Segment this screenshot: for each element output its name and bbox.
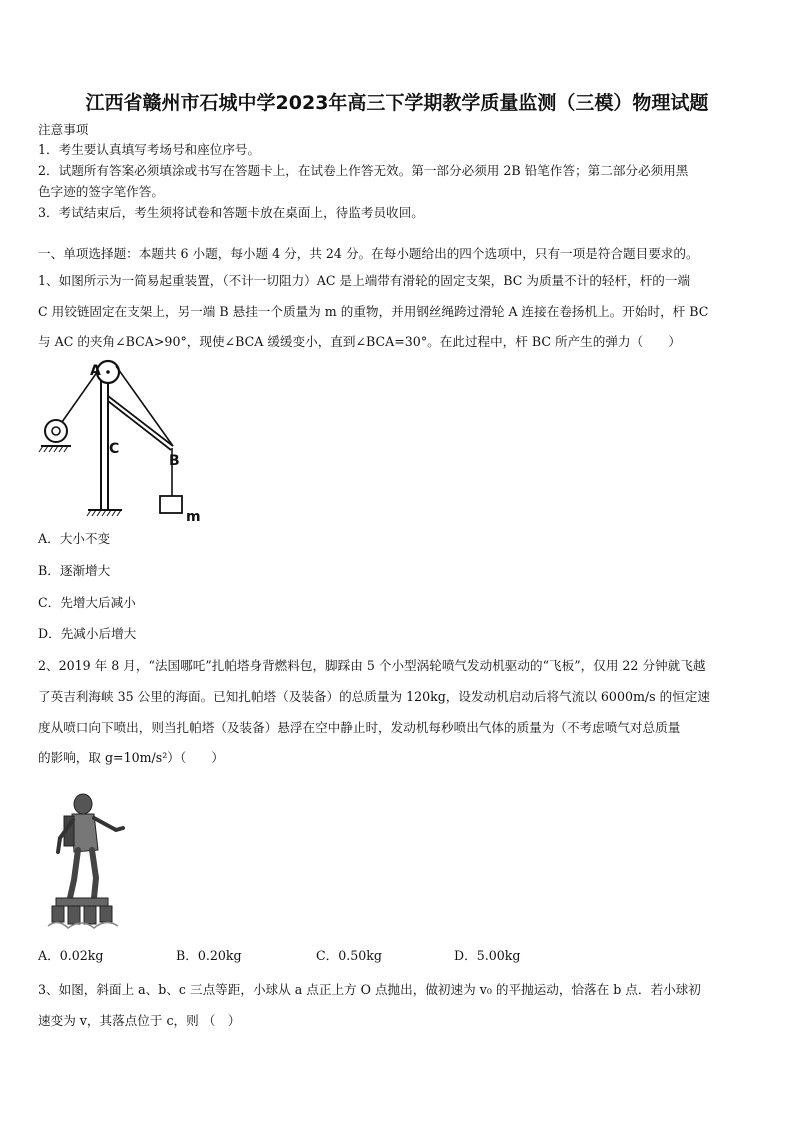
question-1-option-d: D．先减小后增大 [38,626,137,641]
page-title: 江西省赣州市石城中学2023年高三下学期教学质量监测（三模）物理试题 [85,92,709,114]
question-2-line-2: 了英吉利海峡 35 公里的海面。已知扎帕塔（及装备）的总质量为 120kg，设发动机启动后将气流以 6000m/s 的恒定速 [38,689,711,704]
label-a: A [90,363,101,379]
question-1-line-1: 1、如图所示为一简易起重装置，（不计一切阻力）AC 是上端带有滑轮的固定支架，BC 为质量不计的轻杆，杆的一端 [38,273,691,288]
notice-item-2: 2．试题所有答案必须填涂或书写在答题卡上，在试卷上作答无效。第一部分必须用 2B 铅笔作答；第二部分必须用黑 [38,163,689,178]
question-2-line-3: 度从喷口向下喷出，则当扎帕塔（及装备）悬浮在空中静止时，发动机每秒喷出气体的质量为（不考虑喷气对总质量 [38,720,681,735]
question-2-line-1: 2、2019 年 8 月，“法国哪吒”扎帕塔身背燃料包，脚踩由 5 个小型涡轮喷气发动机驱动的“飞板”，仅用 22 分钟就飞越 [38,658,706,673]
question-3-line-2: 速变为 v，其落点位于 c，则 （ ） [38,1013,241,1028]
pulley-center [106,370,110,374]
notice-item-2-cont: 色字迹的签字笔作答。 [38,184,164,199]
question-2-line-4: 的影响，取 g=10m/s²）（ ） [38,750,224,765]
label-m: m [186,509,201,525]
winch-inner-circle [52,427,60,435]
question-1-option-a: A．大小不变 [38,531,111,546]
mass-block [160,496,182,513]
question-1-option-b: B．逐渐增大 [38,563,111,578]
notice-item-3: 3．考试结束后，考生须将试卷和答题卡放在桌面上，待监考员收回。 [38,205,424,220]
label-c: C [109,441,120,457]
notice-heading: 注意事项 [38,122,89,137]
question-1-option-c: C．先增大后减小 [38,595,136,610]
label-b: B [169,453,180,469]
question-1-line-2: C 用铰链固定在支架上，另一端 B 悬挂一个质量为 m 的重物，并用钢丝绳跨过滑轮 A 连接在卷扬机上。开始时，杆 BC [38,304,709,319]
question-3-line-1: 3、如图，斜面上 a、b、c 三点等距，小球从 a 点正上方 O 点抛出，做初速为 v₀ 的平抛运动，恰落在 b 点．若小球初 [38,982,701,997]
rod-bc-upper [108,396,173,446]
rope-pulley-to-b [116,366,173,446]
question-2-option-b: B．0.20kg [176,948,242,963]
flyboard-rider-image [38,790,133,930]
question-2-option-d: D．5.00kg [454,948,521,963]
section-heading: 一、单项选择题：本题共 6 小题，每小题 4 分，共 24 分。在每小题给出的四个选项中，只有一项是符合题目要求的。 [38,246,699,261]
question-2-option-a: A．0.02kg [38,948,104,963]
question-2-option-c: C．0.50kg [316,948,382,963]
winch-outer-circle [45,420,67,442]
question-1-line-3: 与 AC 的夹角∠BCA>90°，现使∠BCA 缓缓变小，直到∠BCA=30°。在此过程中，杆 BC 所产生的弹力（ ） [38,334,681,349]
notice-item-1: 1．考生要认真填写考场号和座位序号。 [38,142,261,157]
crane-diagram [38,358,208,528]
